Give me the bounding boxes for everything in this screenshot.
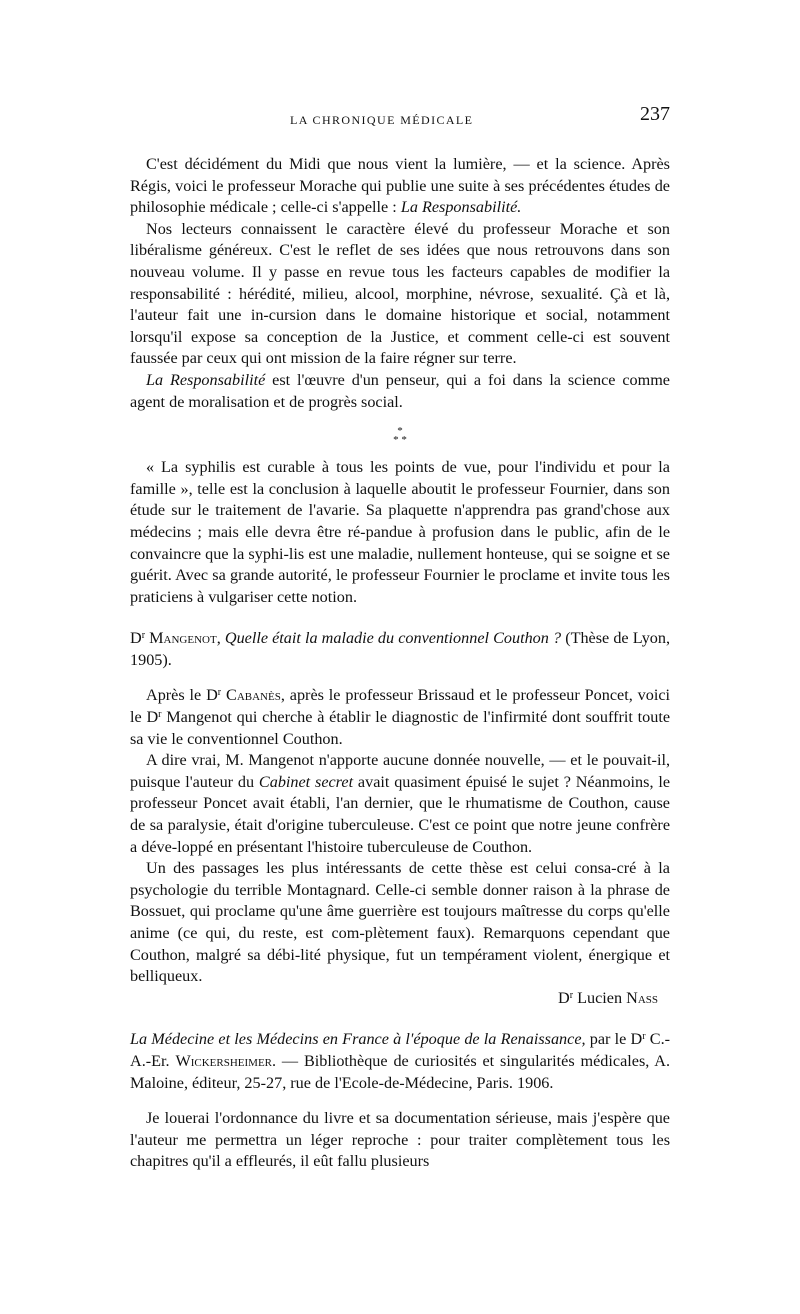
ref-author: Mangenot,: [149, 629, 221, 648]
paragraph: [130, 370, 670, 413]
running-header: [130, 104, 670, 134]
section-renaissance: [130, 1029, 670, 1173]
signature-name: Lucien: [577, 988, 627, 1007]
paragraph: [130, 685, 670, 750]
ref-dr-sup: r: [141, 630, 146, 642]
section-responsabilite: [130, 154, 670, 413]
page-number: 237: [640, 103, 670, 125]
paragraph: [130, 154, 670, 219]
paragraph: Je louerai l'ordonnance du livre et sa documentation sérieuse, mais j'espère que l'auteur me permettra un léger reproche : pour traiter complètement tous les chapitres qu'il a effleurés, il eût fallu plusieurs: [130, 1109, 670, 1171]
ref-title: Quelle était la maladie du conventionnel Couthon ?: [224, 629, 562, 648]
paragraph-text: est l'œuvre d'un penseur, qui a foi dans la science comme agent de moralisation et de progrès social.: [130, 370, 670, 411]
ref-by: par le D: [585, 1030, 643, 1049]
paragraph-text: Mangenot qui cherche à établir le diagnostic de l'infirmité dont souffrit toute sa vie le conventionnel Couthon.: [130, 708, 671, 748]
ref-dr: D: [130, 629, 142, 648]
bibliographic-reference: [130, 1029, 670, 1094]
paragraph: Nos lecteurs connaissent le caractère élevé du professeur Morache et son libéralisme généreux. C'est le reflet de ses idées que nous retrouvons dans son nouveau volume. Il y passe en revue tous les facteurs capables de modifier la responsabilité : hérédité, milieu, alcool, morphine, névrose, sexualité. Çà et là, l'auteur fait une in-cursion dans le domaine historique et social, notamment lorsqu'il expose sa conception de la Justice, et comment celle-ci est souvent faussée par ceux qui ont mission de la faire régner sur terre.: [130, 219, 670, 368]
paragraph: Un des passages les plus intéressants de cette thèse est celui consa-cré à la psychologie du terrible Montagnard. Celle-ci semble donner raison à la phrase de Bossuet, qui proclame qu'une âme guerrière est toujours maîtresse du corps qu'elle anime (ce qui, du reste, est com-plètement faux). Remarquons cependant que Couthon, malgré sa débi-lité physique, fut un tempérament violent, énergique et belliqueux.: [130, 859, 670, 986]
ref-title: La Médecine et les Médecins en France à l'époque de la Renaissance,: [130, 1030, 586, 1049]
paragraph-text: avait quasiment épuisé le sujet ? Néanmoins, le professeur Poncet avait établi, l'an dernier, que le rhumatisme de Couthon, cause de sa paralysie, était d'origine tuberculeuse. C'est ce point que notre jeune confrère a déve-loppé en présentant l'histoire tuberculeuse de Couthon.: [130, 772, 671, 856]
section-syphilis: [130, 457, 670, 608]
signature-dr: D: [558, 988, 570, 1007]
signature-surname: Nass: [626, 988, 658, 1007]
paragraph-text: Après le D: [146, 686, 218, 705]
superscript: r: [642, 1031, 646, 1043]
paragraph-text: A dire vrai, M. Mangenot n'apporte aucune donnée nouvelle, — et le pouvait-il, puisque l'auteur du: [130, 751, 670, 791]
section-couthon: [130, 628, 670, 1009]
paragraph: « La syphilis est curable à tous les points de vue, pour l'individu et pour la famille », telle est la conclusion à laquelle aboutit le professeur Fournier, dans son étude sur le traitement de l'avarie. Sa plaquette n'apprendra pas grand'chose aux médecins ; mais elle devra être ré-pandue à profusion dans le public, afin de le convaincre que la syphi-lis est une maladie, nullement honteuse, qui se soigne et se guérit. Avec sa grande autorité, le professeur Fournier le proclame et invite tous les praticiens à vulgariser cette notion.: [130, 458, 670, 606]
bibliographic-reference: [130, 628, 670, 671]
author-name: Cabanès,: [226, 686, 285, 705]
ref-publication: (Thèse de Lyon, 1905).: [130, 629, 671, 669]
book-title: La Responsabilité: [146, 370, 266, 389]
asterism-bottom: * *: [393, 434, 407, 447]
paragraph-text: C'est décidément du Midi que nous vient la lumière, — et la science. Après Régis, voici le professeur Morache qui publie une suite à ses précédentes études de philosophie médicale ; celle-ci s'appelle :: [130, 155, 670, 217]
book-title: Cabinet secret: [258, 772, 354, 791]
page: [130, 104, 670, 1173]
paragraph: [130, 750, 670, 858]
asterism-divider: [130, 427, 670, 445]
running-title: LA CHRONIQUE MÉDICALE: [290, 113, 474, 127]
signature-sup: r: [569, 989, 574, 1001]
signature: [130, 988, 670, 1010]
ref-author-initials: C.-A.-Er.: [130, 1030, 671, 1070]
book-title: La Responsabilité.: [400, 198, 522, 217]
asterism-top: *: [397, 425, 403, 438]
paragraph-text: après le professeur Brissaud et le professeur Poncet, voici le D: [130, 686, 671, 727]
ref-publication: — Bibliothèque de curiosités et singularités médicales, A. Maloine, éditeur, 25-27, rue de l'Ecole-de-Médecine, Paris. 1906.: [130, 1051, 671, 1092]
superscript: r: [217, 687, 222, 699]
superscript: r: [158, 709, 162, 721]
ref-author: Wickersheimer.: [175, 1051, 277, 1070]
